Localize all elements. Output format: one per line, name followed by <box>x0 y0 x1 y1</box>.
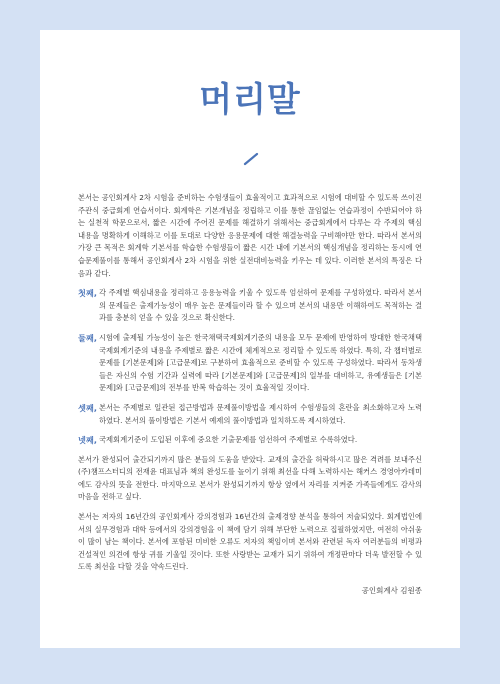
feature-label: 넷째, <box>78 435 97 446</box>
feature-item-4 <box>78 434 422 447</box>
feature-item-3 <box>78 402 422 427</box>
author-signature: 공인회계사 김원종 <box>361 586 422 595</box>
feature-label: 셋째, <box>78 402 97 413</box>
feature-label: 둘째, <box>78 332 97 343</box>
intro-paragraph: 본서는 공인회계사 2차 시험을 준비하는 수험생들이 효율적이고 효과적으로 시험에 대비할 수 있도록 쓰이진 주관식 중급회계 연습서이다. 회계학은 기본개념을 정립하고 이를 통한 끊임없는 연습과정이 수반되어야 하는 실천적 학문으로서, 짧은 시간에 주어진 문제를 해결하기 위해서는 중급회계에서 다루는 각 주제의 핵심 내용을 명확하게 이해하고 이를 토대로 다양한 응용문제에 대한 해결능력을 구비해야만 한다. 따라서 본서의 가장 큰 목적은 회계학 기본서를 학습한 수험생들이 짧은 시간 내에 기본서의 핵심개념을 정리하는 동시에 연습문제풀이를 통해서 공인회계사 2차 시험을 위한 실전대비능력을 키우는 데 있다. 이러한 본서의 특징은 다음과 같다. <box>78 193 422 278</box>
feature-text: 시험에 출제될 가능성이 높은 한국채택국제회계기준의 내용을 모두 문제에 반영하여 방대한 한국채택국제회계기준의 내용을 주제별로 짧은 시간에 체계적으로 정리할 수 있도록 하였다. 특히, 각 챕터별로 문제를 [기본문제]와 [고급문제]로 구분하여 효율적으로 준비할 수 있도록 구성하였다. 따라서 동차생들은 자신의 수험 기간과 실력에 따라 [기본문제]와 [고급문제]의 일부를 대비하고, 유예생들은 [기본문제]와 [고급문제]의 전부를 반복 학습하는 것이 효율적일 것이다. <box>98 332 422 393</box>
page-title: 머리말 <box>199 80 301 120</box>
closing-paragraph: 본서는 저자의 16년간의 공인회계사 강의경험과 16년간의 출제경향 분석을 통하여 저술되었다. 회계법인에서의 실무경험과 대학 등에서의 강의경험을 이 책에 담기 위해 부단한 노력으로 집필하였지만, 여전히 아쉬움이 많이 남는 책이다. 본서에 포함된 미비한 오류도 저자의 책임이며 본서와 관련된 독자 여러분들의 비평과 건설적인 의견에 항상 귀를 기울일 것이다. 또한 사랑받는 교재가 되기 위하여 개정판마다 더욱 발전할 수 있도록 최선을 다할 것을 약속드린다. <box>78 512 422 572</box>
feature-item-1 <box>78 287 422 325</box>
feature-item-2 <box>78 332 422 395</box>
preface-body <box>78 192 422 581</box>
preface-page <box>40 30 460 648</box>
feature-text: 국제회계기준이 도입된 이후에 중요한 기출문제를 엄선하여 주제별로 수록하였다. <box>98 435 358 445</box>
thanks-paragraph: 본서가 완성되어 출간되기까지 많은 분들의 도움을 받았다. 교재의 출간을 허락하시고 많은 격려를 보내주신 (주)챔프스터디의 전재윤 대표님과 책의 완성도를 높이기 위해 최선을 다해 노력하시는 해커스 경영아카데미에도 감사의 뜻을 전한다. 마지막으로 본서가 완성되기까지 항상 옆에서 자리를 지켜준 가족들에게도 감사의 마음을 전하고 싶다. <box>78 454 422 502</box>
feature-text: 본서는 주제별로 일관된 접근방법과 문제풀이방법을 제시하여 수험생들의 혼란을 최소화하고자 노력하였다. 본서의 풀이방법은 기본서 예제의 풀이방법과 일치하도록 제시하였다. <box>98 402 422 425</box>
feature-text: 각 주제별 핵심내용을 정리하고 응용능력을 키울 수 있도록 엄선하여 문제를 구성하였다. 따라서 본서의 문제들은 출제가능성이 매우 높은 문제들이라 할 수 있으며 본서의 내용만 이해하여도 목적하는 결과를 충분히 얻을 수 있을 것으로 확신한다. <box>98 288 422 323</box>
slash-decoration-icon <box>243 152 259 166</box>
feature-label: 첫째, <box>78 288 97 299</box>
